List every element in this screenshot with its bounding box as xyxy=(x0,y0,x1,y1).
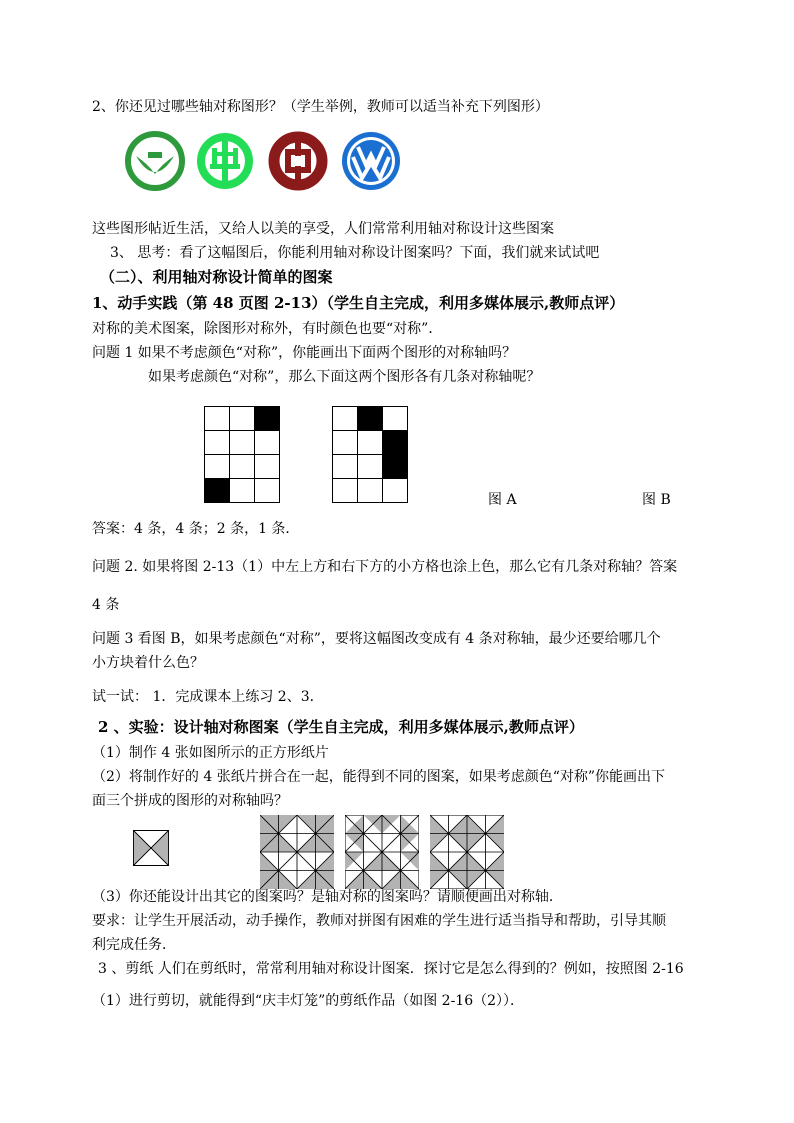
assembled-pattern-3-icon xyxy=(430,815,504,889)
section-heading: （二）、利用轴对称设计简单的图案 xyxy=(100,268,333,286)
figure-b-grid xyxy=(332,406,408,503)
text-line-11: 4 条 xyxy=(92,597,120,613)
figure-b-label: 图 B xyxy=(642,492,671,508)
text-line-1: 2、你还见过哪些轴对称图形？（学生举例，教师可以适当补充下列图形） xyxy=(92,99,549,115)
assembled-pattern-2-icon xyxy=(345,815,419,889)
agricultural-bank-logo-icon xyxy=(194,130,256,192)
assembled-pattern-1-icon xyxy=(260,815,334,889)
text-line-2: 这些图形帖近生活，又给人以美的享受，人们常常利用轴对称设计这些图案 xyxy=(92,221,554,237)
text-line-22: 3 、剪纸 人们在剪纸时，常常利用轴对称设计图案．探讨它是怎么得到的？例如，按照图 2-16 xyxy=(98,961,684,977)
green-food-logo-icon xyxy=(124,130,186,192)
answer-line: 答案：4 条，4 条；2 条，1 条． xyxy=(92,521,300,537)
text-line-20: 要求：让学生开展活动，动手操作，教师对拼图有困难的学生进行适当指导和帮助，引导其顺 xyxy=(92,913,666,929)
figure-a-label: 图 A xyxy=(488,492,517,508)
text-line-23: （1）进行剪切，就能得到“庆丰灯笼”的剪纸作品（如图 2-16（2））． xyxy=(92,993,525,1009)
volkswagen-logo-icon xyxy=(340,130,402,192)
text-line-19: （3）你还能设计出其它的图案吗？是轴对称的图案吗？请顺便画出对称轴． xyxy=(92,889,563,905)
text-line-15: 2 、实验：设计轴对称图案（学生自主完成，利用多媒体展示,教师点评） xyxy=(98,718,584,736)
text-line-18: 面三个拼成的图形的对称轴吗？ xyxy=(92,793,288,809)
figure-a-grid xyxy=(204,406,280,503)
text-line-10: 问题 2. 如果将图 2-13（1）中左上方和右下方的小方格也涂上色，那么它有几条对称轴？答案 xyxy=(92,559,678,575)
text-line-6: 对称的美术图案，除图形对称外，有时颜色也要“对称”． xyxy=(92,321,443,337)
text-line-13: 小方块着什么色？ xyxy=(92,655,204,671)
text-line-12: 问题 3 看图 B，如果考虑颜色“对称”，要将这幅图改变成有 4 条对称轴，最少还要给哪几个 xyxy=(92,631,661,647)
text-line-7: 问题 1 如果不考虑颜色“对称”，你能画出下面两个图形的对称轴吗？ xyxy=(92,345,517,361)
text-line-16: （1）制作 4 张如图所示的正方形纸片 xyxy=(92,745,329,761)
single-square-tile-icon xyxy=(133,830,169,866)
text-line-17: （2）将制作好的 4 张纸片拼合在一起，能得到不同的图案，如果考虑颜色“对称”你能画出下 xyxy=(92,769,666,785)
text-line-3: 3、 思考：看了这幅图后，你能利用轴对称设计图案吗？下面，我们就来试试吧 xyxy=(110,245,600,261)
text-line-8: 如果考虑颜色“对称”，那么下面这两个图形各有几条对称轴呢？ xyxy=(148,369,541,385)
text-line-14: 试一试： 1．完成课本上练习 2、3． xyxy=(92,689,324,705)
bank-of-china-logo-icon xyxy=(266,130,330,192)
text-line-21: 利完成任务． xyxy=(92,937,176,953)
text-line-5: 1、动手实践（第 48 页图 2-13）（学生自主完成，利用多媒体展示,教师点评） xyxy=(92,294,625,312)
